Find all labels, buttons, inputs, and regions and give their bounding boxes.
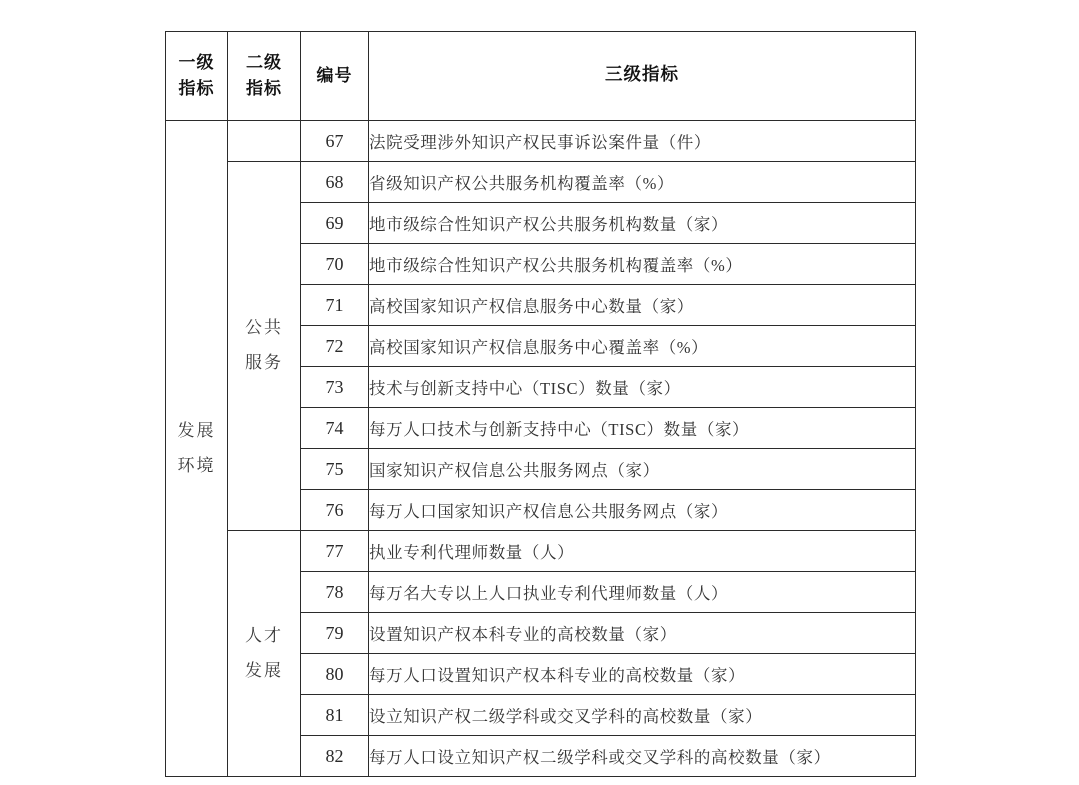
- level2-category-empty-cell: [228, 121, 301, 162]
- row-number: 81: [301, 695, 369, 736]
- row-indicator: 设置知识产权本科专业的高校数量（家）: [369, 613, 916, 654]
- row-indicator: 地市级综合性知识产权公共服务机构覆盖率（%）: [369, 244, 916, 285]
- column-header-level1-line2: 指标: [178, 79, 215, 99]
- row-indicator: 每万人口设置知识产权本科专业的高校数量（家）: [369, 654, 916, 695]
- row-number: 69: [301, 203, 369, 244]
- level2-category-line1: 人才: [245, 625, 283, 645]
- row-number: 72: [301, 326, 369, 367]
- row-number: 82: [301, 736, 369, 777]
- row-number: 80: [301, 654, 369, 695]
- level1-category-line2: 环境: [177, 455, 216, 475]
- row-number: 76: [301, 490, 369, 531]
- row-indicator: 省级知识产权公共服务机构覆盖率（%）: [369, 162, 916, 203]
- row-indicator: 国家知识产权信息公共服务网点（家）: [369, 449, 916, 490]
- indicator-table: [165, 31, 916, 777]
- column-header-level1: [166, 32, 228, 121]
- row-indicator: 地市级综合性知识产权公共服务机构数量（家）: [369, 203, 916, 244]
- column-header-level1-line1: 一级: [178, 52, 215, 73]
- column-header-level3: 三级指标: [369, 32, 916, 121]
- row-number: 68: [301, 162, 369, 203]
- row-indicator: 设立知识产权二级学科或交叉学科的高校数量（家）: [369, 695, 916, 736]
- level1-category-line1: 发展: [177, 420, 216, 440]
- row-number: 73: [301, 367, 369, 408]
- row-number: 75: [301, 449, 369, 490]
- row-number: 70: [301, 244, 369, 285]
- header-row: [166, 32, 916, 121]
- column-header-level2-line1: 二级: [246, 52, 282, 73]
- table-row: [166, 531, 916, 572]
- row-number: 79: [301, 613, 369, 654]
- table-header: [166, 32, 916, 121]
- row-indicator: 高校国家知识产权信息服务中心覆盖率（%）: [369, 326, 916, 367]
- level1-category-cell: [166, 121, 228, 777]
- row-number: 71: [301, 285, 369, 326]
- row-indicator: 每万人口设立知识产权二级学科或交叉学科的高校数量（家）: [369, 736, 916, 777]
- row-indicator: 每万名大专以上人口执业专利代理师数量（人）: [369, 572, 916, 613]
- row-indicator: 执业专利代理师数量（人）: [369, 531, 916, 572]
- level2-category-line1: 公共: [245, 318, 283, 338]
- row-indicator: 技术与创新支持中心（TISC）数量（家）: [369, 367, 916, 408]
- table-row: [166, 121, 916, 162]
- column-header-level2-line2: 指标: [246, 79, 282, 99]
- level2-category-line2: 发展: [245, 660, 283, 680]
- row-number: 78: [301, 572, 369, 613]
- level2-category-line2: 服务: [245, 353, 283, 372]
- table-row: [166, 162, 916, 203]
- row-number: 74: [301, 408, 369, 449]
- row-indicator: 法院受理涉外知识产权民事诉讼案件量（件）: [369, 121, 916, 162]
- column-header-number: 编号: [301, 32, 369, 121]
- column-header-level2: [228, 32, 301, 121]
- row-number: 67: [301, 121, 369, 162]
- row-indicator: 每万人口国家知识产权信息公共服务网点（家）: [369, 490, 916, 531]
- row-indicator: 每万人口技术与创新支持中心（TISC）数量（家）: [369, 408, 916, 449]
- row-indicator: 高校国家知识产权信息服务中心数量（家）: [369, 285, 916, 326]
- level2-category-cell-talent-development: [228, 531, 301, 777]
- table-body: [166, 121, 916, 777]
- row-number: 77: [301, 531, 369, 572]
- level2-category-cell-public-service: [228, 162, 301, 531]
